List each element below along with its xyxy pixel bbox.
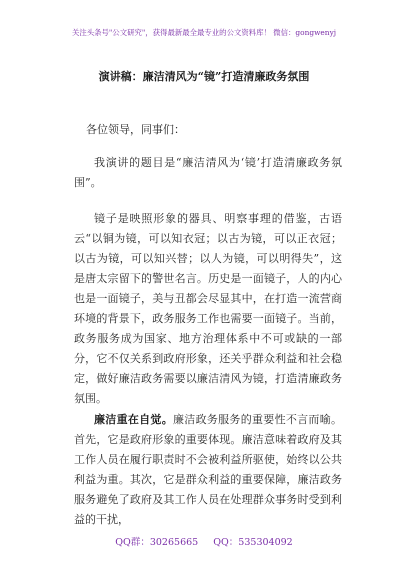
header-banner: 关注头条号"公文研究"，获得最新最全最专业的公文资料库！ 微信：gongwenyj (71, 28, 337, 37)
paragraph-3-body: 廉洁政务服务的重要性不言而喻。首先，它是政府形象的重要体现。廉洁意味着政府及其工作人员在履行职责时不会被利益所驱使，始终以公共利益为重。其次，它是群众利益的重要保障，廉洁政务服务避免了政府及其工作人员在处理群众事务时受到利益的干扰， (74, 413, 342, 526)
footer-qq: QQ：535304092 (213, 537, 293, 548)
paragraph-1: 我演讲的题目是“廉洁清风为‘镜’打造清廉政务氛围”。 (74, 156, 342, 189)
document-title: 演讲稿：廉洁清风为“镜”打造清廉政务氛围 (98, 70, 310, 83)
footer-contact (0, 534, 408, 548)
paragraph-3 (74, 410, 342, 530)
greeting: 各位领导，同事们： (86, 123, 185, 136)
footer-qq-group: QQ群：30265665 (115, 537, 199, 548)
paragraph-2: 镜子是映照形象的器具、明察事理的借鉴，古语云“以铜为镜，可以知衣冠；以古为镜，可以正衣冠；以古为镜，可以知兴替；以人为镜，可以明得失”，这是唐太宗留下的警世名言。历史是一面镜子，人的内心也是一面镜子，美与丑都会尽显其中，在打造一流营商环境的背景下，政务服务工作也需要一面镜子。当前，政务服务成为国家、地方治理体系中不可或缺的一部分，它不仅关系到政府形象，还关乎群众利益和社会稳定，做好廉洁政务需要以廉洁清风为镜，打造清廉政务氛围。 (74, 212, 342, 405)
paragraph-3-lead: 廉洁重在自觉。 (94, 413, 173, 426)
